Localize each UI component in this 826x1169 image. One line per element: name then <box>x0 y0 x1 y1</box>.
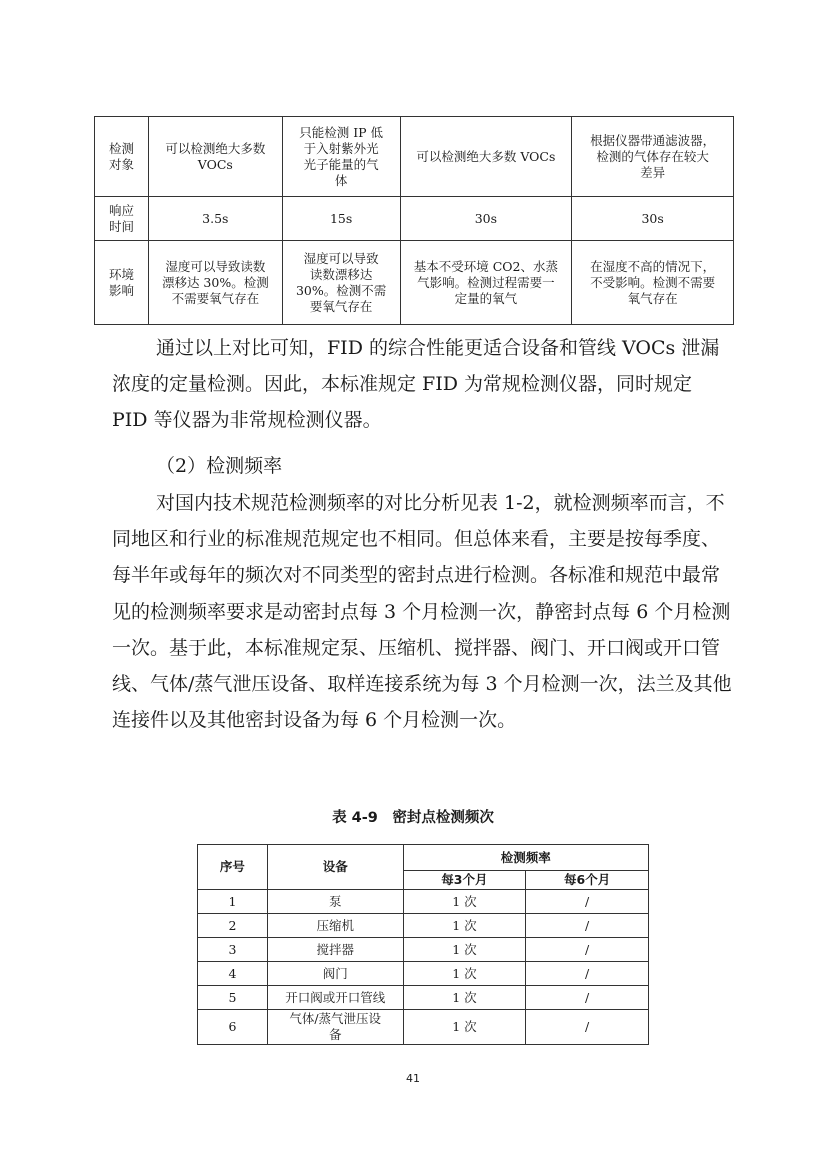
cell-no: 4 <box>198 962 268 986</box>
table-row <box>198 914 649 938</box>
table-cell: 30s <box>572 197 734 241</box>
cell-no: 3 <box>198 938 268 962</box>
table-cell: 基本不受环境 CO2、水蒸 气影响。检测过程需要一 定量的氧气 <box>400 241 572 325</box>
table-row <box>198 1010 649 1045</box>
header-freq: 检测频率 <box>403 845 648 871</box>
cell-no: 5 <box>198 986 268 1010</box>
cell-equipment: 气体/蒸气泄压设 备 <box>267 1010 403 1045</box>
body-paragraph: 通过以上对比可知，FID 的综合性能更适合设备和管线 VOCs 泄漏浓度的定量检测。因此，本标准规定 FID 为常规检测仪器，同时规定 PID 等仪器为非常规检测仪器。 <box>112 337 720 432</box>
page-number: 41 <box>406 1072 420 1085</box>
header-3-months: 每3个月 <box>403 871 526 890</box>
table-cell: 根据仪器带通滤波器， 检测的气体存在较大 差异 <box>572 117 734 197</box>
body-paragraph: 对国内技术规范检测频率的对比分析见表 1-2，就检测频率而言，不同地区和行业的标准规范规定也不相同。但总体来看，主要是按每季度、每半年或每年的频次对不同类型的密封点进行检测。各标准和规范中最常见的检测频率要求是动密封点每 3 个月检测一次，静密封点每 6 个月检测一次。基于此，本标准规定泵、压缩机、搅拌器、阀门、开口阀或开口管线、气体/蒸气泄压设备、取样连接系统为每 3 个月检测一次，法兰及其他连接件以及其他密封设备为每 6 个月检测一次。 <box>112 492 732 732</box>
frequency-table <box>197 844 649 1045</box>
cell-6-months: / <box>526 1010 649 1045</box>
table-cell: 只能检测 IP 低 于入射紫外光 光子能量的气 体 <box>282 117 400 197</box>
row-label: 环境 影响 <box>95 241 149 325</box>
cell-equipment: 泵 <box>267 890 403 914</box>
table-cell: 在湿度不高的情况下， 不受影响。检测不需要 氧气存在 <box>572 241 734 325</box>
header-no: 序号 <box>198 845 268 890</box>
cell-no: 2 <box>198 914 268 938</box>
table-cell: 可以检测绝大多数 VOCs <box>400 117 572 197</box>
cell-6-months: / <box>526 938 649 962</box>
cell-6-months: / <box>526 986 649 1010</box>
table-cell: 15s <box>282 197 400 241</box>
cell-6-months: / <box>526 890 649 914</box>
table-cell: 湿度可以导致 读数漂移达 30%。检测不需 要氧气存在 <box>282 241 400 325</box>
table-row <box>95 241 734 325</box>
cell-3-months: 1 次 <box>403 914 526 938</box>
table-row <box>198 962 649 986</box>
cell-3-months: 1 次 <box>403 938 526 962</box>
header-equipment: 设备 <box>267 845 403 890</box>
cell-equipment: 搅拌器 <box>267 938 403 962</box>
table-cell: 3.5s <box>148 197 282 241</box>
cell-equipment: 开口阀或开口管线 <box>267 986 403 1010</box>
table-row <box>198 986 649 1010</box>
header-row <box>198 845 649 871</box>
table-cell: 湿度可以导致读数 漂移达 30%。检测 不需要氧气存在 <box>148 241 282 325</box>
comparison-table <box>94 116 734 325</box>
cell-equipment: 压缩机 <box>267 914 403 938</box>
table-row <box>198 890 649 914</box>
row-label: 检测 对象 <box>95 117 149 197</box>
cell-3-months: 1 次 <box>403 986 526 1010</box>
table-row <box>198 938 649 962</box>
cell-6-months: / <box>526 914 649 938</box>
cell-3-months: 1 次 <box>403 962 526 986</box>
table-caption: 表 4-9 密封点检测频次 <box>332 810 494 826</box>
header-6-months: 每6个月 <box>526 871 649 890</box>
table-row <box>95 197 734 241</box>
cell-3-months: 1 次 <box>403 1010 526 1045</box>
table-cell: 可以检测绝大多数 VOCs <box>148 117 282 197</box>
cell-equipment: 阀门 <box>267 962 403 986</box>
section-heading: （2）检测频率 <box>156 455 283 477</box>
cell-no: 1 <box>198 890 268 914</box>
row-label: 响应 时间 <box>95 197 149 241</box>
table-cell: 30s <box>400 197 572 241</box>
table-row <box>95 117 734 197</box>
cell-no: 6 <box>198 1010 268 1045</box>
cell-6-months: / <box>526 962 649 986</box>
cell-3-months: 1 次 <box>403 890 526 914</box>
